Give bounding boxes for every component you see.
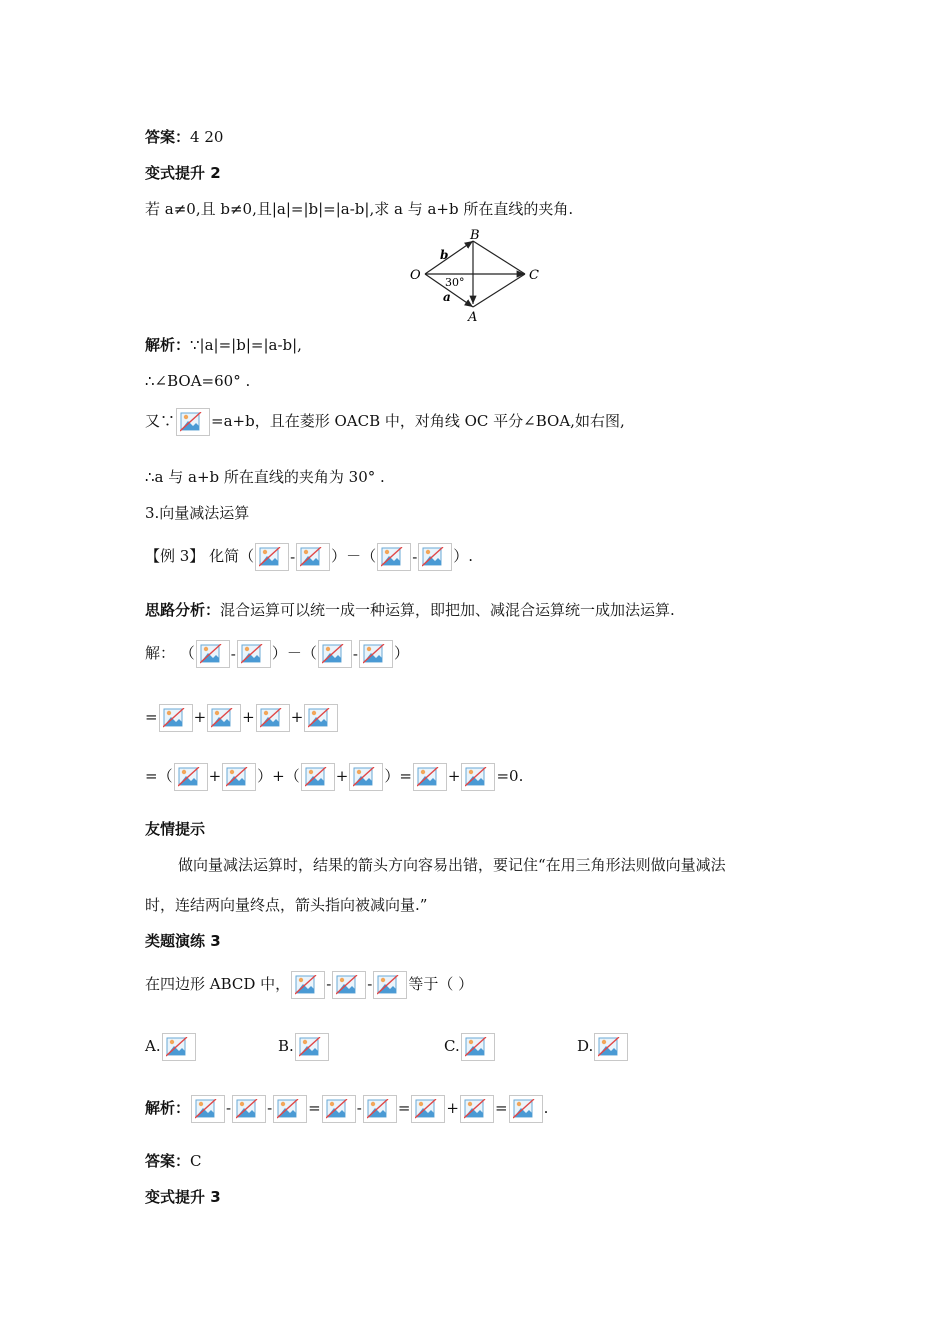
equals-sign: = bbox=[397, 1099, 411, 1117]
analysis-2-line-3 bbox=[145, 408, 625, 436]
question-2: 若 a≠0,且 b≠0,且|a|=|b|=|a-b|,求 a 与 a+b 所在直线的夹角. bbox=[145, 200, 574, 218]
broken-image-icon bbox=[174, 763, 208, 791]
solution-line-1 bbox=[145, 640, 409, 668]
plus-sign: + bbox=[335, 767, 349, 785]
tip-line-1: 做向量减法运算时，结果的箭头方向容易出错，要记住“在用三角形法则做向量减法 bbox=[178, 856, 726, 874]
broken-image-icon bbox=[222, 763, 256, 791]
broken-image-icon bbox=[359, 640, 393, 668]
practice-question-pre: 在四边形 ABCD 中， bbox=[145, 975, 291, 993]
option-b-label: B. bbox=[278, 1037, 294, 1055]
label-B: B bbox=[470, 228, 480, 243]
solution-row3-end: =0. bbox=[496, 767, 524, 785]
broken-image-icon bbox=[418, 543, 452, 571]
minus-sign: - bbox=[367, 975, 373, 993]
broken-image-icon bbox=[322, 1095, 356, 1123]
example-3-mid: ）－（ bbox=[331, 547, 377, 565]
option-a-label: A. bbox=[145, 1037, 161, 1055]
analysis-2-text-3b: =a+b，且在菱形 OACB 中，对角线 OC 平分∠BOA,如右图, bbox=[211, 412, 625, 430]
analysis-2-text-3a: 又∵ bbox=[145, 412, 176, 430]
example-3-prefix: 【例 3】 化简（ bbox=[145, 547, 255, 565]
analysis-2-line-1 bbox=[145, 335, 302, 355]
solution-mid: ）－（ bbox=[271, 644, 317, 662]
solution-end: ） bbox=[393, 644, 409, 662]
analysis-3-label: 解析： bbox=[145, 1099, 191, 1117]
minus-sign: - bbox=[352, 645, 358, 663]
broken-image-icon bbox=[509, 1095, 543, 1123]
broken-image-icon bbox=[304, 704, 338, 732]
broken-image-icon bbox=[273, 1095, 307, 1123]
example-3-end: ）. bbox=[453, 547, 474, 565]
practice-question bbox=[145, 971, 473, 999]
practice-question-post: 等于（ ） bbox=[408, 975, 474, 993]
broken-image-icon bbox=[318, 640, 352, 668]
thinking-text: 混合运算可以统一成一种运算，即把加、减混合运算统一成加法运算. bbox=[220, 601, 675, 619]
broken-image-icon bbox=[594, 1033, 628, 1061]
plus-sign: + bbox=[447, 767, 461, 785]
minus-sign: - bbox=[230, 645, 236, 663]
solution-row3-close: ）= bbox=[384, 767, 412, 785]
analysis-2-line-4: ∴a 与 a+b 所在直线的夹角为 30° . bbox=[145, 468, 385, 486]
broken-image-icon bbox=[461, 1033, 495, 1061]
analysis-2-text-1: ∵|a|=|b|=|a-b|, bbox=[190, 336, 302, 354]
plus-sign: + bbox=[193, 708, 207, 726]
solution-row3-start: =（ bbox=[145, 767, 173, 785]
broken-image-icon bbox=[349, 763, 383, 791]
broken-image-icon bbox=[295, 1033, 329, 1061]
answer-label: 答案： bbox=[145, 128, 191, 146]
minus-sign: - bbox=[267, 1099, 273, 1117]
plus-sign: + bbox=[208, 767, 222, 785]
answer-3-value: C bbox=[190, 1152, 202, 1170]
broken-image-icon bbox=[373, 971, 407, 999]
label-b: b bbox=[440, 248, 449, 262]
example-3 bbox=[145, 543, 473, 571]
solution-row3-mid: ）+（ bbox=[257, 767, 300, 785]
section-3-heading: 3.向量减法运算 bbox=[145, 504, 250, 522]
label-angle: 30° bbox=[445, 276, 465, 289]
option-d bbox=[577, 1033, 629, 1061]
analysis-3-end: . bbox=[543, 1099, 549, 1117]
broken-image-icon bbox=[413, 763, 447, 791]
label-a: a bbox=[443, 290, 451, 304]
broken-image-icon bbox=[232, 1095, 266, 1123]
option-a bbox=[145, 1033, 197, 1061]
option-d-label: D. bbox=[577, 1037, 594, 1055]
broken-image-icon bbox=[191, 1095, 225, 1123]
minus-sign: - bbox=[412, 548, 418, 566]
thinking-line bbox=[145, 600, 675, 620]
broken-image-icon bbox=[460, 1095, 494, 1123]
broken-image-icon bbox=[291, 971, 325, 999]
practice-title-3: 类题演练 3 bbox=[145, 932, 221, 950]
tip-line-2: 时，连结两向量终点，箭头指向被减向量.” bbox=[145, 896, 428, 914]
broken-image-icon bbox=[162, 1033, 196, 1061]
option-c bbox=[444, 1033, 496, 1061]
equals-sign: = bbox=[145, 708, 158, 726]
broken-image-icon bbox=[207, 704, 241, 732]
minus-sign: - bbox=[356, 1099, 362, 1117]
minus-sign: - bbox=[290, 548, 296, 566]
broken-image-icon bbox=[176, 408, 210, 436]
solution-prefix: 解： （ bbox=[145, 644, 195, 662]
variant-title-3: 变式提升 3 bbox=[145, 1188, 221, 1206]
plus-sign: + bbox=[446, 1099, 459, 1117]
label-C: C bbox=[529, 268, 539, 283]
broken-image-icon bbox=[255, 543, 289, 571]
answer-line-1 bbox=[145, 127, 223, 147]
tip-title: 友情提示 bbox=[145, 820, 206, 838]
broken-image-icon bbox=[237, 640, 271, 668]
answer-3-label: 答案： bbox=[145, 1152, 191, 1170]
equals-sign: = bbox=[494, 1099, 508, 1117]
analysis-label: 解析： bbox=[145, 336, 191, 354]
broken-image-icon bbox=[377, 543, 411, 571]
minus-sign: - bbox=[326, 975, 332, 993]
option-c-label: C. bbox=[444, 1037, 460, 1055]
broken-image-icon bbox=[411, 1095, 445, 1123]
broken-image-icon bbox=[256, 704, 290, 732]
plus-sign: + bbox=[242, 708, 255, 726]
option-b bbox=[278, 1033, 330, 1061]
plus-sign: + bbox=[290, 708, 304, 726]
solution-line-2 bbox=[145, 704, 339, 732]
broken-image-icon bbox=[196, 640, 230, 668]
rhombus-figure bbox=[405, 228, 555, 324]
broken-image-icon bbox=[363, 1095, 397, 1123]
variant-title-2: 变式提升 2 bbox=[145, 164, 221, 182]
analysis-2-line-2: ∴∠BOA=60° . bbox=[145, 372, 251, 390]
broken-image-icon bbox=[461, 763, 495, 791]
label-A: A bbox=[468, 310, 478, 324]
analysis-3-line bbox=[145, 1095, 548, 1123]
label-O: O bbox=[410, 268, 421, 283]
broken-image-icon bbox=[332, 971, 366, 999]
solution-line-3 bbox=[145, 763, 523, 791]
equals-sign: = bbox=[308, 1099, 321, 1117]
answer-line-3 bbox=[145, 1151, 202, 1171]
broken-image-icon bbox=[296, 543, 330, 571]
broken-image-icon bbox=[301, 763, 335, 791]
minus-sign: - bbox=[226, 1099, 232, 1117]
broken-image-icon bbox=[159, 704, 193, 732]
answer-value: 4 20 bbox=[190, 128, 224, 146]
thinking-label: 思路分析： bbox=[145, 601, 221, 619]
